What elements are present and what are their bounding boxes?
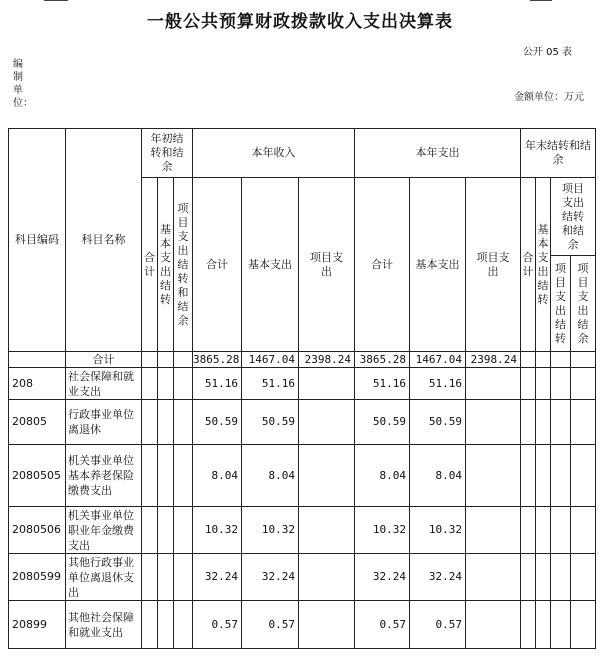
cell-income-total: 8.04: [193, 445, 242, 507]
header-exp-project: 项目支出: [466, 178, 521, 352]
cell-code: 20899: [9, 601, 66, 649]
header-income-total: 合计: [193, 178, 242, 352]
cell-name: 其他社会保障和就业支出: [66, 601, 142, 649]
header-begin-total: 合计: [142, 178, 158, 352]
cell-code: 2080599: [9, 554, 66, 601]
header-end-total: 合计: [521, 178, 536, 352]
cell-code: 2080506: [9, 507, 66, 554]
cell-income-project: [299, 445, 355, 507]
header-expense: 本年支出: [355, 129, 521, 178]
table-row: [9, 507, 596, 554]
cell-name: 其他行政事业单位离退休支出: [66, 554, 142, 601]
unit-org-label: 编制单位：: [13, 59, 33, 109]
cell-exp-total: 0.57: [355, 601, 410, 649]
cell-income-basic: 51.16: [242, 368, 299, 400]
cell-income-basic: 8.04: [242, 445, 299, 507]
header-end-project: 项目支出结转和结余: [551, 178, 596, 256]
table-row-total: [9, 352, 596, 368]
cell-exp-project: [466, 400, 521, 445]
cell-income-total: 10.32: [193, 507, 242, 554]
cell-income-total: 32.24: [193, 554, 242, 601]
cell-exp-project: 2398.24: [466, 352, 521, 368]
cell-income-basic: 10.32: [242, 507, 299, 554]
cell-income-project: [299, 400, 355, 445]
cell-name: 合计: [66, 352, 142, 368]
header-begin: 年初结转和结余: [142, 129, 193, 178]
header-income-basic: 基本支出: [242, 178, 299, 352]
cell-exp-project: [466, 601, 521, 649]
cell-exp-basic: 10.32: [410, 507, 466, 554]
cell-name: 机关事业单位职业年金缴费支出: [66, 507, 142, 554]
cell-exp-total: 3865.28: [355, 352, 410, 368]
cell-exp-total: 32.24: [355, 554, 410, 601]
header-name: 科目名称: [66, 129, 142, 352]
cell-exp-basic: 1467.04: [410, 352, 466, 368]
cell-exp-basic: 51.16: [410, 368, 466, 400]
cell-income-total: 3865.28: [193, 352, 242, 368]
cell-exp-basic: 8.04: [410, 445, 466, 507]
header-exp-total: 合计: [355, 178, 410, 352]
cell-name: 机关事业单位基本养老保险缴费支出: [66, 445, 142, 507]
cell-income-project: [299, 507, 355, 554]
cell-exp-project: [466, 507, 521, 554]
cell-code: 208: [9, 368, 66, 400]
header-income: 本年收入: [193, 129, 355, 178]
cell-name: 行政事业单位离退休: [66, 400, 142, 445]
cell-exp-project: [466, 445, 521, 507]
table-row: [9, 445, 596, 507]
form-code: 公开 05 表: [522, 47, 572, 58]
amount-unit: 金额单位：万元: [514, 92, 584, 103]
table-row: [9, 400, 596, 445]
cell-exp-total: 51.16: [355, 368, 410, 400]
cell-income-project: [299, 368, 355, 400]
cell-code: 20805: [9, 400, 66, 445]
cell-exp-total: 50.59: [355, 400, 410, 445]
cell-exp-total: 10.32: [355, 507, 410, 554]
cell-exp-total: 8.04: [355, 445, 410, 507]
cell-income-basic: 1467.04: [242, 352, 299, 368]
cell-exp-project: [466, 554, 521, 601]
header-end-project-surplus: 项目支出结余: [571, 256, 596, 352]
cell-income-total: 0.57: [193, 601, 242, 649]
cell-income-project: [299, 554, 355, 601]
header-exp-basic: 基本支出: [410, 178, 466, 352]
cell-exp-basic: 50.59: [410, 400, 466, 445]
cell-exp-basic: 0.57: [410, 601, 466, 649]
top-rule-right: [530, 0, 552, 1]
header-end-project-carry: 项目支出结转: [551, 256, 571, 352]
cell-name: 社会保障和就业支出: [66, 368, 142, 400]
cell-income-project: [299, 601, 355, 649]
cell-exp-project: [466, 368, 521, 400]
table-row: [9, 601, 596, 649]
cell-income-basic: 0.57: [242, 601, 299, 649]
budget-table: [8, 128, 596, 649]
table-row: [9, 554, 596, 601]
cell-exp-basic: 32.24: [410, 554, 466, 601]
table-row: [9, 368, 596, 400]
header-end-basic: 基本支出结转: [536, 178, 551, 352]
cell-income-project: 2398.24: [299, 352, 355, 368]
header-end: 年末结转和结余: [521, 129, 596, 178]
cell-income-basic: 32.24: [242, 554, 299, 601]
cell-income-basic: 50.59: [242, 400, 299, 445]
top-rule-left: [44, 0, 68, 1]
cell-income-total: 51.16: [193, 368, 242, 400]
header-begin-basic: 基本支出结转: [158, 178, 174, 352]
cell-code: [9, 352, 66, 368]
cell-income-total: 50.59: [193, 400, 242, 445]
header-code: 科目编码: [9, 129, 66, 352]
page-title: 一般公共预算财政拨款收入支出决算表: [147, 12, 453, 32]
cell-code: 2080505: [9, 445, 66, 507]
header-income-project: 项目支出: [299, 178, 355, 352]
header-begin-project: 项目支出结转和结余: [174, 178, 193, 352]
